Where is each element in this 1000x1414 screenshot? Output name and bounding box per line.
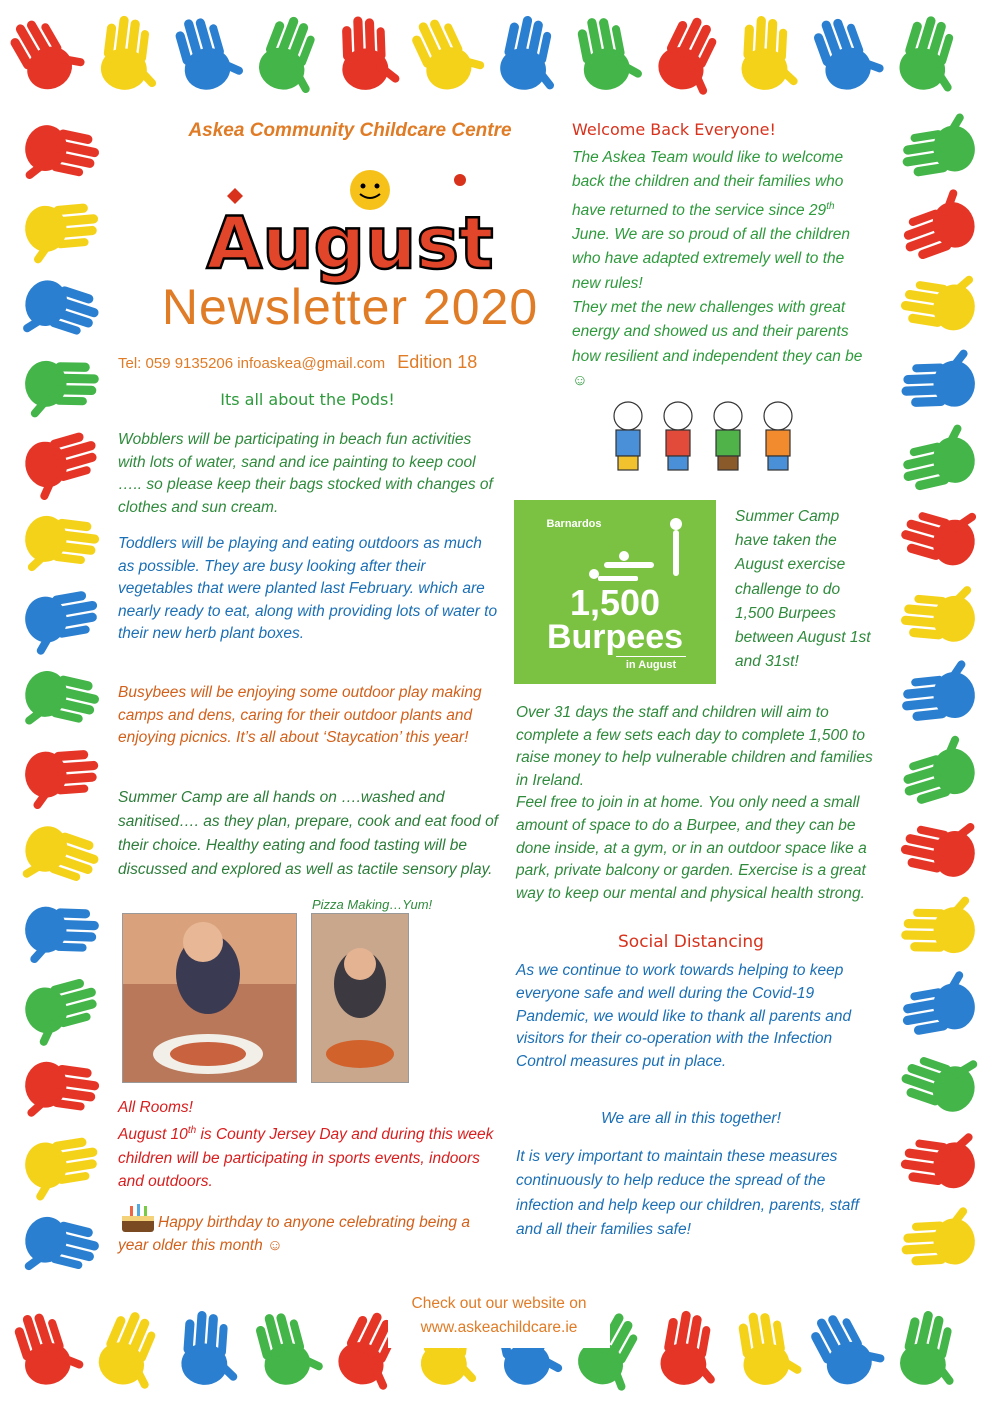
handprint-icon bbox=[899, 1123, 980, 1191]
handprint-icon bbox=[574, 10, 645, 93]
centre-name: Askea Community Childcare Centre bbox=[188, 120, 512, 141]
contact-line bbox=[118, 352, 568, 373]
handprint-icon bbox=[99, 14, 166, 94]
welcome-text-3: They met the new challenges with great energy and showed us and their parents how resilient and independent they can be ☺ bbox=[572, 298, 863, 389]
handprint-icon bbox=[897, 494, 984, 570]
handprint-icon bbox=[3, 4, 90, 97]
handprint-icon bbox=[898, 264, 980, 333]
handprint-icon bbox=[496, 12, 568, 96]
all-rooms-heading: All Rooms! bbox=[118, 1099, 193, 1116]
handprint-icon bbox=[651, 11, 736, 103]
handprint-icon bbox=[16, 275, 104, 353]
handprint-icon bbox=[808, 7, 888, 96]
handprint-icon bbox=[17, 1212, 103, 1286]
handprint-icon bbox=[251, 1304, 326, 1390]
handprint-icon bbox=[896, 1307, 969, 1392]
pizza-photo-2 bbox=[311, 913, 409, 1083]
handprint-icon bbox=[24, 360, 99, 420]
handprint-icon bbox=[804, 1300, 890, 1392]
handprint-icon bbox=[22, 1134, 104, 1203]
handprint-icon bbox=[900, 348, 976, 409]
welcome-text-1: The Askea Team would like to welcome back the children and their families who have returned to the service since 29 bbox=[572, 149, 844, 219]
edition-number: Edition 18 bbox=[397, 352, 478, 372]
handprint-icon bbox=[735, 1306, 804, 1388]
pizza-photo-1 bbox=[122, 913, 297, 1083]
welcome-heading: Welcome Back Everyone! bbox=[572, 120, 776, 139]
summer-camp-challenge-text: Summer Camp have taken the August exercise challenge to do 1,500 Burpees between August 1st and 31st! bbox=[735, 508, 871, 671]
pizza-caption: Pizza Making…Yum! bbox=[312, 897, 433, 912]
social-distancing-heading: Social Distancing bbox=[618, 932, 764, 952]
jersey-day-text: August 10 bbox=[118, 1126, 188, 1144]
handprint-icon bbox=[20, 428, 107, 504]
jersey-day-text-cont: is County Jersey Day and during this week children will be participating in sports events, indoors and outdoors. bbox=[118, 1126, 494, 1190]
wobblers-paragraph: Wobblers will be participating in beach fun activities with lots of water, sand and ice painting to keep cool ….. so please keep their bags stocked with changes of clothes and sun cream. bbox=[118, 431, 493, 516]
barnardos-brand: Barnardos bbox=[546, 518, 602, 530]
burpee-figures-icon bbox=[584, 516, 694, 586]
children-illustration bbox=[598, 396, 808, 486]
phone-number: Tel: 059 9135206 bbox=[118, 355, 234, 372]
newsletter-title: Newsletter 2020 bbox=[161, 279, 539, 335]
handprint-icon bbox=[894, 421, 979, 494]
handprint-icon bbox=[171, 8, 247, 95]
birthday-message bbox=[118, 1200, 498, 1257]
burpees-challenge-badge bbox=[514, 500, 716, 684]
important-paragraph: It is very important to maintain these measures continuously to help reduce the spread of the infection and help keep our children, parents, staff and all their families safe! bbox=[516, 1148, 859, 1238]
handprint-icon bbox=[899, 579, 977, 644]
handprint-icon bbox=[894, 11, 971, 98]
handprint-icon bbox=[24, 906, 100, 967]
handprint-icon bbox=[740, 15, 802, 92]
website-prompt: Check out our website on bbox=[411, 1295, 587, 1312]
handprint-icon bbox=[21, 514, 101, 581]
social-distancing-paragraph: As we continue to work towards helping to keep everyone safe and well during the Covid-19 Pandemic, we would like to thank all parents and visitors for their co-operation with the Infection Control measures put in place. bbox=[516, 962, 852, 1071]
welcome-paragraph bbox=[572, 146, 872, 393]
website-box bbox=[388, 1292, 610, 1348]
handprint-icon bbox=[20, 974, 106, 1049]
handprint-icon bbox=[896, 1038, 985, 1117]
handprint-icon bbox=[896, 968, 979, 1038]
date-suffix: th bbox=[187, 1125, 197, 1137]
email-address[interactable]: infoaskea@gmail.com bbox=[237, 355, 386, 372]
handprint-icon bbox=[897, 808, 981, 880]
toddlers-paragraph: Toddlers will be playing and eating outdoors as much as possible. They are busy looking after their vegetables that were planted last February. which are nearly ready to eat, along with providing lots of water to their new herb plant boxes. bbox=[118, 535, 498, 642]
handprint-icon bbox=[896, 110, 978, 179]
pods-heading: Its all about the Pods! bbox=[220, 390, 395, 409]
handprint-icon bbox=[253, 11, 334, 101]
welcome-date-suffix: th bbox=[826, 200, 835, 212]
badge-subtitle: in August bbox=[616, 656, 686, 671]
handprint-icon bbox=[893, 731, 980, 808]
handprint-icon bbox=[406, 5, 490, 96]
together-message: We are all in this together! bbox=[601, 1110, 781, 1127]
handprint-icon bbox=[18, 121, 102, 193]
handprint-icon bbox=[900, 1205, 977, 1267]
month-word: August bbox=[206, 201, 494, 285]
all-rooms-notice bbox=[118, 1096, 498, 1193]
handprint-icon bbox=[657, 1308, 727, 1391]
handprint-icon bbox=[180, 1310, 243, 1387]
handprint-icon bbox=[18, 667, 103, 740]
handprint-icon bbox=[340, 15, 401, 91]
website-link[interactable]: www.askeachildcare.ie bbox=[420, 1319, 578, 1336]
summer-camp-paragraph: Summer Camp are all hands on ….washed and sanitised…. as they plan, prepare, cook and eat food of their choice. Healthy eating and food tasting will be discussed and explored as well as tactile sensory play. bbox=[118, 789, 498, 878]
busybees-paragraph: Busybees will be enjoying some outdoor play making camps and dens, caring for their outdoor plants and enjoying picnics. It’s all about ‘Staycation’ this year! bbox=[118, 684, 482, 746]
handprint-icon bbox=[22, 588, 105, 658]
handprint-icon bbox=[901, 894, 976, 954]
burpees-paragraph bbox=[516, 702, 881, 905]
august-logo bbox=[190, 168, 510, 288]
badge-word: Burpees bbox=[546, 618, 684, 656]
handprint-icon bbox=[23, 201, 101, 266]
handprint-icon bbox=[92, 1306, 174, 1397]
handprint-icon bbox=[15, 821, 104, 900]
birthday-text: Happy birthday to anyone celebrating being a year older this month ☺ bbox=[118, 1213, 470, 1254]
handprint-icon bbox=[24, 748, 101, 811]
badge-number: 1,500 bbox=[569, 582, 661, 623]
handprint-icon bbox=[898, 658, 977, 724]
cake-icon bbox=[118, 1200, 158, 1234]
welcome-text-2: June. We are so proud of all the children who have adapted extremely well to the new rules! bbox=[572, 226, 851, 292]
burpees-text-2: Feel free to join in at home. You only need a small amount of space to do a Burpee, and they can be done inside, at a gym, or in an outdoor space like a park, private balcony or garden. Exercise is a great way to keep our mental and physical health strong. bbox=[516, 794, 867, 902]
burpees-text-1: Over 31 days the staff and children will aim to complete a few sets each day to complete 1,500 to raise money to help vulnerable children and families in Ireland. bbox=[516, 704, 873, 789]
handprint-icon bbox=[20, 1059, 101, 1127]
handprint-icon bbox=[892, 185, 981, 265]
handprint-icon bbox=[10, 1303, 88, 1391]
